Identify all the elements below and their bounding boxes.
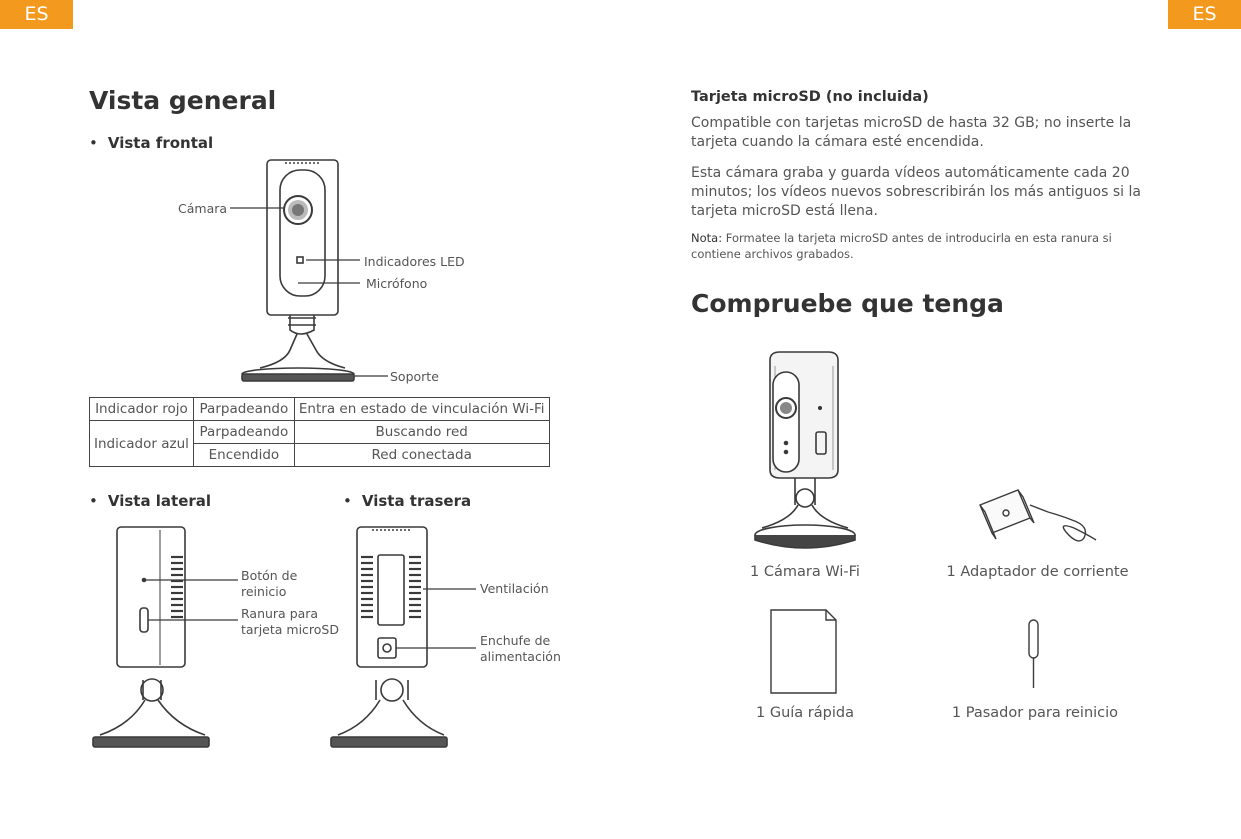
table-cell: Indicador rojo xyxy=(90,398,194,421)
caption-wifi-camera: 1 Cámara Wi-Fi xyxy=(750,564,860,580)
microsd-paragraph-1: Compatible con tarjetas microSD de hasta 32 GB; no inserte la tarjeta cuando la cámara esté encendida. xyxy=(691,115,1132,150)
note-label: Nota: xyxy=(691,231,723,245)
table-cell: Red conectada xyxy=(294,444,549,467)
note-text: Formatee la tarjeta microSD antes de introducirla en esta ranura si contiene archivos grabados. xyxy=(691,231,1112,261)
side-view-heading: • Vista lateral xyxy=(89,492,212,510)
label-led-indicators: Indicadores LED xyxy=(364,254,465,269)
table-cell: Indicador azul xyxy=(90,421,194,467)
camera-body xyxy=(267,160,338,315)
label-reset-button: Botón de reinicio xyxy=(241,568,298,599)
microsd-slot-icon xyxy=(140,608,148,632)
table-cell: Parpadeando xyxy=(193,398,294,421)
language-tab-right: ES xyxy=(1168,0,1241,29)
table-cell: Entra en estado de vinculación Wi-Fi xyxy=(294,398,549,421)
led-status-table xyxy=(89,397,550,467)
back-view-heading-text: Vista trasera xyxy=(361,492,472,510)
contents-title: Compruebe que tenga xyxy=(691,289,1004,318)
reset-pin-illustration xyxy=(0,0,1,1)
label-microsd-slot: Ranura para tarjeta microSD xyxy=(241,606,339,637)
label-stand: Soporte xyxy=(390,369,439,384)
camera-front-panel xyxy=(280,170,325,296)
side-view-heading-text: Vista lateral xyxy=(107,492,212,510)
label-power-jack: Enchufe de alimentación xyxy=(480,633,561,664)
table-row xyxy=(90,398,550,421)
table-cell: Buscando red xyxy=(294,421,549,444)
microsd-title: Tarjeta microSD (no incluida) xyxy=(691,89,929,105)
label-ventilation: Ventilación xyxy=(480,581,549,596)
overview-title: Vista general xyxy=(89,86,277,115)
caption-power-adapter: 1 Adaptador de corriente xyxy=(946,564,1129,580)
ventilation-grille xyxy=(378,555,404,625)
table-row xyxy=(90,421,550,444)
front-view-heading: • Vista frontal xyxy=(89,134,214,152)
microsd-paragraph-2: Esta cámara graba y guarda vídeos automáticamente cada 20 minutos; los vídeos nuevos sobrescribirán los más antiguos si la tarjeta microSD está llena. xyxy=(691,165,1141,219)
language-tab-left: ES xyxy=(0,0,73,29)
label-microphone: Micrófono xyxy=(366,276,428,291)
caption-quick-guide: 1 Guía rápida xyxy=(756,705,854,721)
back-view-heading: • Vista trasera xyxy=(343,492,472,510)
power-jack-icon xyxy=(378,638,396,658)
table-cell: Encendido xyxy=(193,444,294,467)
led-indicator-icon xyxy=(297,257,303,263)
label-camera: Cámara xyxy=(178,201,228,216)
caption-reset-pin: 1 Pasador para reinicio xyxy=(951,705,1119,721)
front-view-heading-text: Vista frontal xyxy=(107,134,214,152)
microsd-note xyxy=(691,230,1156,262)
table-cell: Parpadeando xyxy=(193,421,294,444)
